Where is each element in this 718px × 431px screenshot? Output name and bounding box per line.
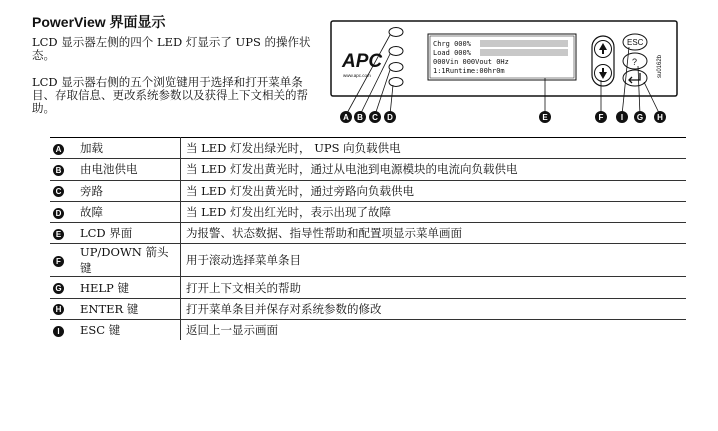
legend-name: 由电池供电 (75, 159, 181, 180)
svg-text:B: B (357, 113, 363, 122)
legend-name: ESC 键 (75, 320, 181, 341)
help-key-label: ? (632, 57, 638, 67)
legend-name: 故障 (75, 201, 181, 222)
callout-g (634, 111, 646, 123)
legend-desc: 返回上一显示画面 (186, 323, 278, 338)
svg-text:G: G (636, 113, 644, 122)
callout-i (616, 111, 628, 123)
legend-badge: B (53, 165, 64, 176)
svg-text:D: D (387, 113, 393, 122)
table-row (50, 298, 686, 319)
legend-name: HELP 键 (75, 277, 181, 298)
legend-desc: 用于滚动选择菜单条目 (186, 253, 301, 268)
legend-desc: 为报警、状态数据、指导性帮助和配置项显示菜单画面 (186, 226, 462, 241)
svg-text:C: C (372, 113, 378, 122)
legend-name: ENTER 键 (75, 298, 181, 319)
callout-d (384, 111, 396, 123)
legend-badge: E (53, 229, 64, 240)
table-row (50, 180, 686, 201)
table-row (50, 201, 686, 222)
lcd-line-3: 000Vin 000Vout 0Hz (433, 58, 509, 66)
svg-text:F: F (598, 113, 604, 122)
table-row (50, 138, 686, 159)
legend-name: UP/DOWN 箭头键 (75, 244, 181, 277)
legend-badge: F (53, 256, 64, 267)
part-number: su0162b (657, 54, 663, 78)
legend-desc: 打开菜单条目并保存对系统参数的修改 (186, 301, 382, 316)
intro-paragraph-keys: LCD 显示器右侧的五个浏览键用于选择和打开菜单条目、存取信息、更改系统参数以及获得上下文相关的帮助。 (32, 75, 308, 115)
callout-b (354, 111, 366, 123)
legend-desc: 打开上下文相关的帮助 (186, 280, 301, 295)
callout-h (654, 111, 666, 123)
led-c (389, 63, 403, 72)
lcd-line-2: Load 000% (433, 49, 471, 57)
legend-desc: 当 LED 灯发出绿光时， UPS 向负载供电 (186, 141, 401, 156)
legend-badge: A (53, 144, 64, 155)
legend-badge: I (53, 326, 64, 337)
legend-table (50, 137, 686, 340)
table-row (50, 277, 686, 298)
callout-a (340, 111, 352, 123)
legend-name: 加载 (75, 138, 181, 159)
table-row (50, 223, 686, 244)
legend-badge: G (53, 283, 64, 294)
esc-key-label: ESC (627, 38, 644, 47)
intro-paragraph-leds: LCD 显示器左侧的四个 LED 灯显示了 UPS 的操作状态。 (32, 35, 311, 62)
lcd-load-bar (480, 49, 568, 56)
legend-desc: 当 LED 灯发出红光时，表示出现了故障 (186, 205, 392, 220)
led-b (389, 47, 403, 56)
svg-text:H: H (657, 113, 663, 122)
legend-badge: D (53, 208, 64, 219)
led-a (389, 28, 403, 37)
legend-name: 旁路 (75, 180, 181, 201)
table-row (50, 159, 686, 180)
lcd-chrg-bar (480, 40, 568, 47)
table-row (50, 244, 686, 277)
svg-text:I: I (620, 113, 624, 122)
legend-desc: 当 LED 灯发出黄光时，通过旁路向负载供电 (186, 183, 415, 198)
table-row (50, 320, 686, 341)
legend-badge: C (53, 186, 64, 197)
legend-name: LCD 界面 (75, 223, 181, 244)
svg-text:A: A (343, 113, 349, 122)
page-title: PowerView 界面显示 (32, 14, 166, 30)
lcd-line-4: 1:1Runtime:00hr0m (433, 67, 505, 75)
svg-text:E: E (542, 113, 548, 122)
callout-f (595, 111, 607, 123)
apc-logo-url: www.apc.com (343, 73, 371, 78)
legend-desc: 当 LED 灯发出黄光时，通过从电池到电源模块的电流向负载供电 (186, 162, 518, 177)
powerview-panel-diagram (330, 20, 680, 125)
lcd-line-1: Chrg 000% (433, 40, 471, 48)
led-d (389, 78, 403, 87)
legend-badge: H (53, 304, 64, 315)
callout-e (539, 111, 551, 123)
callout-c (369, 111, 381, 123)
apc-logo: APC (342, 51, 383, 72)
